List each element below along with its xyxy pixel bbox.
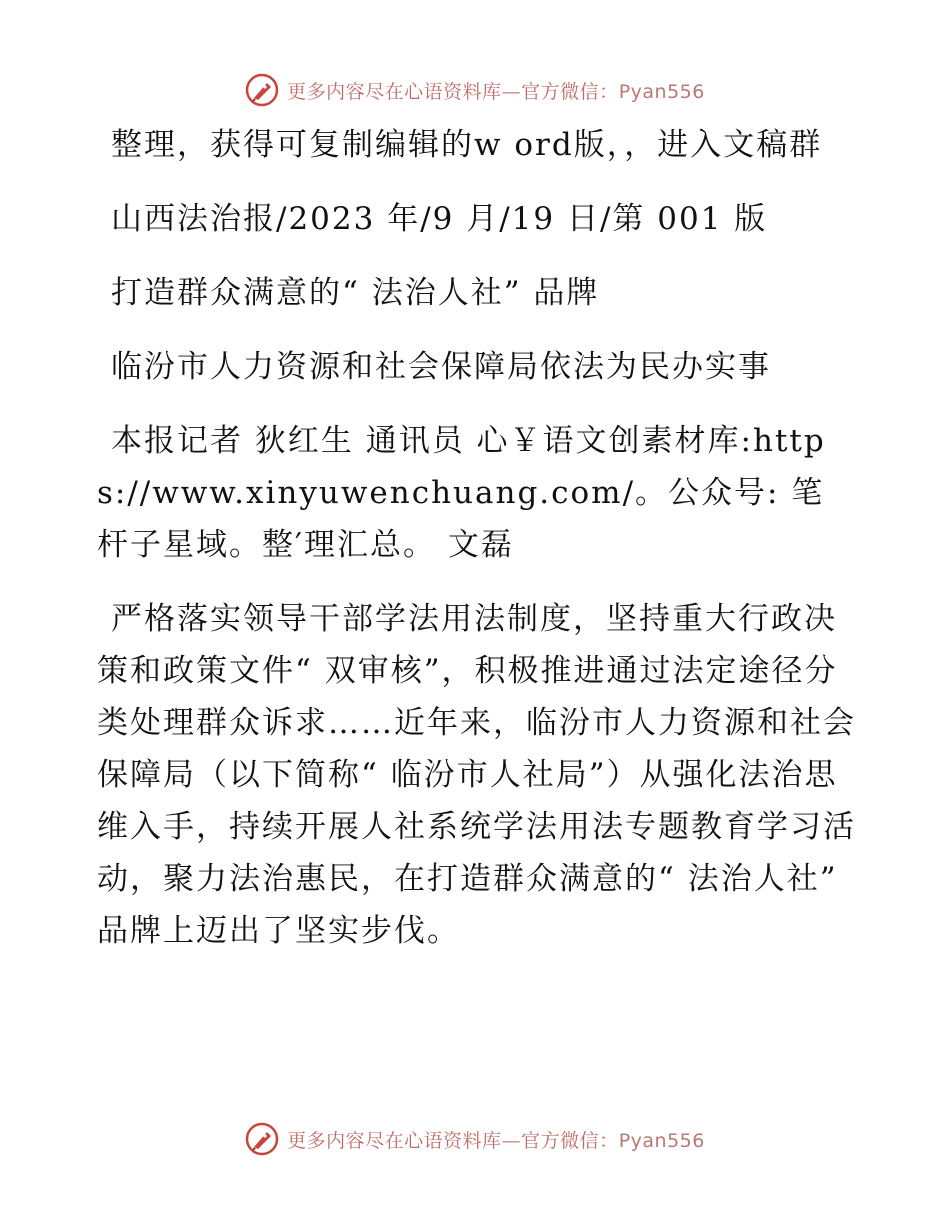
article-body (97, 119, 857, 979)
lead-paragraph: 严格落实领导干部学法用法制度，坚持重大行政决策和政策文件“ 双审核”，积极推进通过法定途径分类处理群众诉求……近年来，临汾市人力资源和社会保障局（以下简称“ 临汾市人社局”）从强化法治思维入手，持续开展人社系统学法用法专题教育学习活动，聚力法治惠民，在打造群众满意的“ 法治人社” 品牌上迈出了坚实步伐。 (97, 601, 856, 949)
intro-paragraph: 整理，获得可复制编辑的w ord版，，进入文稿群 (111, 127, 823, 163)
footer-watermark-banner (0, 1119, 950, 1159)
header-watermark-banner (0, 70, 950, 110)
byline: 本报记者 狄红生 通讯员 心￥语文创素材库:https://www.xinyuwenchuang.com/。公众号: 笔杆子星域。整′理汇总。 文磊 (97, 423, 826, 563)
source-line: 山西法治报/2023 年/9 月/19 日/第 001 版 (111, 201, 768, 237)
watermark-text: 更多内容尽在心语资料库—官方微信：Pyan556 (287, 80, 705, 103)
article-title: 打造群众满意的“ 法治人社” 品牌 (111, 275, 600, 311)
pen-nib-logo-icon (245, 1122, 279, 1156)
article-subtitle: 临汾市人力资源和社会保障局依法为民办实事 (111, 349, 771, 385)
pen-nib-logo-icon (245, 73, 279, 107)
watermark-text: 更多内容尽在心语资料库—官方微信：Pyan556 (287, 1129, 705, 1152)
